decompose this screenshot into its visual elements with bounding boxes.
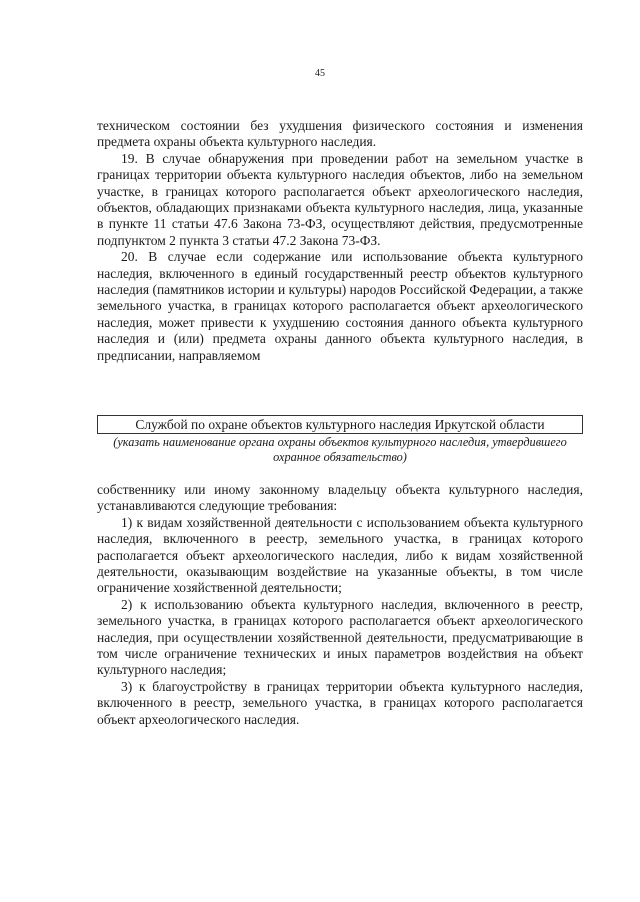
authority-name-field: Службой по охране объектов культурного наследия Иркутской области (97, 415, 583, 434)
item-20-paragraph: 20. В случае если содержание или использование объекта культурного наследия, включенного в единый государственный реестр объектов культурного наследия (памятников истории и культуры) народов Российской Федерации, а также земельного участка, в границах которого располагается объект археологического наследия, может привести к ухудшению состояния данного объекта культурного наследия и (или) предмета охраны данного объекта культурного наследия, в предписании, направляемом (97, 249, 583, 363)
requirement-3: 3) к благоустройству в границах территории объекта культурного наследия, включенного в реестр, земельного участка, в границах которого располагается объект археологического наследия. (97, 678, 583, 727)
bottom-text-block (97, 482, 583, 728)
requirement-1: 1) к видам хозяйственной деятельности с использованием объекта культурного наследия, включенного в реестр, земельного участка, в границах которого располагается объект археологического наследия, либо к видам хозяйственной деятельности, оказывающим воздействие на указанные объекты, в том числе ограничение хозяйственной деятельности; (97, 514, 583, 596)
requirements-intro: собственнику или иному законному владельцу объекта культурного наследия, устанавливаются следующие требования: (97, 482, 583, 514)
authority-caption: (указать наименование органа охраны объектов культурного наследия, утвердившего охранное обязательство) (113, 435, 567, 465)
page-number: 45 (315, 68, 325, 79)
continuation-paragraph: техническом состоянии без ухудшения физического состояния и изменения предмета охраны объекта культурного наследия. (97, 118, 583, 150)
item-19-paragraph: 19. В случае обнаружения при проведении работ на земельном участке в границах территории объекта культурного наследия объектов, либо на земельном участке, в границах которого располагается объект археологического наследия, объектов, обладающих признаками объекта культурного наследия, лица, указанные в пункте 11 статьи 47.6 Закона 73-ФЗ, осуществляют действия, предусмотренные подпунктом 2 пункта 3 статьи 47.2 Закона 73-ФЗ. (97, 150, 583, 248)
top-text-block (97, 118, 583, 364)
requirement-2: 2) к использованию объекта культурного наследия, включенного в реестр, земельного участка, в границах которого располагается объект археологического наследия, при осуществлении хозяйственной деятельности, предусматривающие в том числе ограничение технических и иных параметров воздействия на объект культурного наследия; (97, 596, 583, 678)
authority-blank (97, 415, 583, 465)
